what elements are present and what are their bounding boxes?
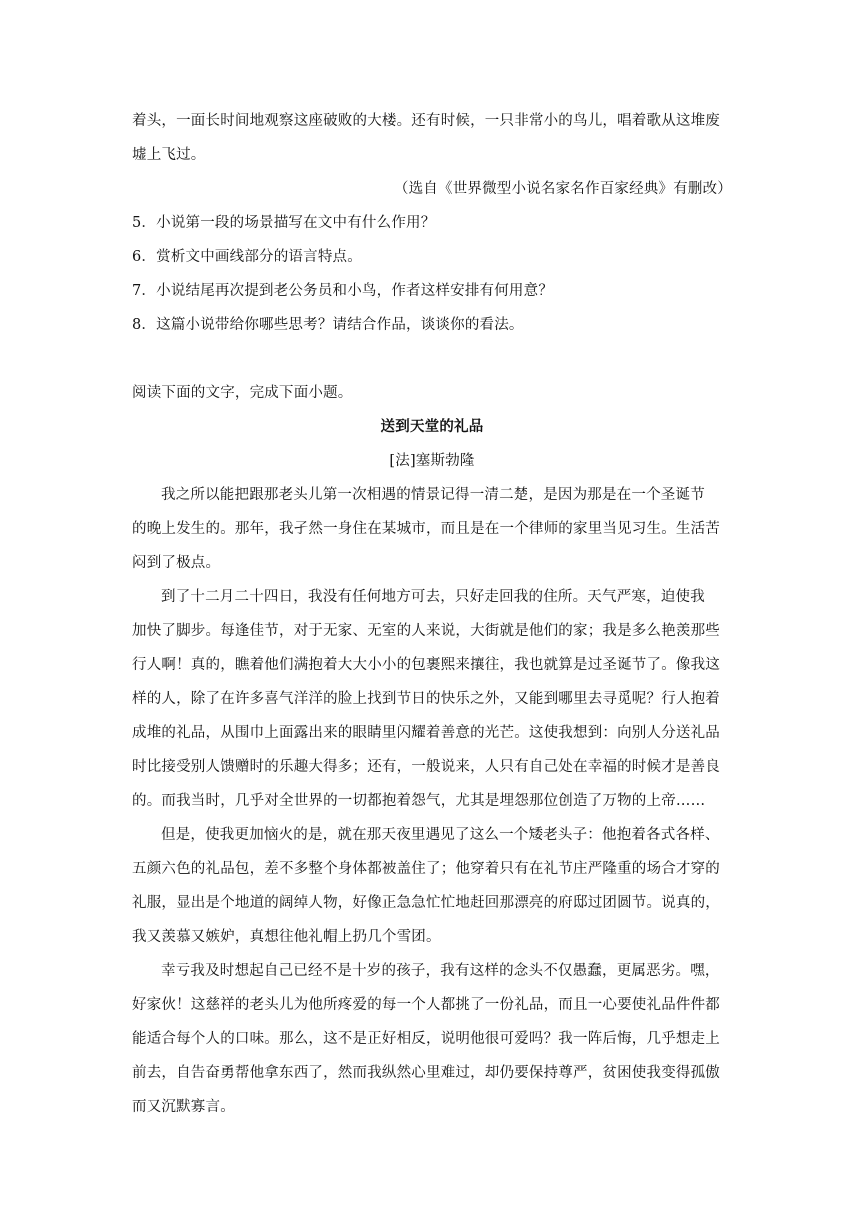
text-line: 的晚上发生的。那年，我孑然一身住在某城市，而且是在一个律师的家里当见习生。生活苦 <box>132 521 720 537</box>
story-title: 送到天堂的礼品 <box>380 418 484 435</box>
text-line: 到了十二月二十四日，我没有任何地方可去，只好走回我的住所。天气严寒，迫使我 <box>161 589 705 605</box>
question-5: 5．小说第一段的场景描写在文中有什么作用？ <box>132 215 436 231</box>
text-line: 墟上飞过。 <box>132 147 206 163</box>
text-line: 行人啊！真的，瞧着他们满抱着大大小小的包裹熙来攘往，我也就算是过圣诞节了。像我这 <box>132 657 720 673</box>
text-line: 而又沉默寡言。 <box>132 1099 235 1115</box>
source-note: （选自《世界微型小说名家名作百家经典》有删改） <box>393 181 732 197</box>
text-line: 加快了脚步。每逢佳节，对于无家、无室的人来说，大街就是他们的家；我是多么艳羡那些 <box>132 623 720 639</box>
question-7: 7．小说结尾再次提到老公务员和小鸟，作者这样安排有何用意？ <box>132 283 554 299</box>
reading-instruction: 阅读下面的文字，完成下面小题。 <box>132 385 353 401</box>
text-line: 但是，使我更加恼火的是，就在那天夜里遇见了这么一个矮老头子：他抱着各式各样、 <box>161 827 720 843</box>
text-line: 样的人，除了在许多喜气洋洋的脸上找到节日的快乐之外，又能到哪里去寻觅呢？行人抱着 <box>132 691 720 707</box>
text-line: 能适合每个人的口味。那么，这不是正好相反，说明他很可爱吗？我一阵后悔，几乎想走上 <box>132 1031 720 1047</box>
text-line: 前去，自告奋勇帮他拿东西了，然而我纵然心里难过，却仍要保持尊严，贫困使我变得孤傲 <box>132 1065 720 1081</box>
blank-spacer <box>132 342 732 376</box>
story-paragraph-3 <box>132 818 732 954</box>
text-line: 我之所以能把跟那老头儿第一次相遇的情景记得一清二楚，是因为那是在一个圣诞节 <box>161 487 705 503</box>
text-line: 幸亏我及时想起自己已经不是十岁的孩子，我有这样的念头不仅愚蠢，更属恶劣。嘿， <box>161 963 720 979</box>
question-8: 8．这篇小说带给你哪些思考？请结合作品，谈谈你的看法。 <box>132 317 524 333</box>
text-line: 五颜六色的礼品包，差不多整个身体都被盖住了；他穿着只有在礼节庄严隆重的场合才穿的 <box>132 861 720 877</box>
story-author: [法]塞斯勃隆 <box>389 453 475 469</box>
text-line: 好家伙！这慈祥的老头儿为他所疼爱的每一个人都挑了一份礼品，而且一心要使礼品件件都 <box>132 997 720 1013</box>
story-paragraph-2 <box>132 580 732 818</box>
text-line: 时比接受别人馈赠时的乐趣大得多；还有，一般说来，人只有自己处在幸福的时候才是善良 <box>132 759 720 775</box>
text-line: 礼服，显出是个地道的阔绰人物，好像正急急忙忙地赶回那漂亮的府邸过团圆节。说真的， <box>132 895 720 911</box>
text-line: 闷到了极点。 <box>132 555 221 571</box>
text-line: 我又羡慕又嫉妒，真想往他礼帽上扔几个雪团。 <box>132 929 441 945</box>
text-line: 成堆的礼品，从围巾上面露出来的眼睛里闪耀着善意的光芒。这使我想到：向别人分送礼品 <box>132 725 720 741</box>
story-paragraph-1 <box>132 478 732 580</box>
story-paragraph-4 <box>132 954 732 1124</box>
document-page <box>132 104 732 1124</box>
text-line: 着头，一面长时间地观察这座破败的大楼。还有时候，一只非常小的鸟儿，唱着歌从这堆废 <box>132 113 720 129</box>
question-6: 6．赏析文中画线部分的语言特点。 <box>132 249 362 265</box>
text-line: 的。而我当时，几乎对全世界的一切都抱着怨气，尤其是埋怨那位创造了万物的上帝…… <box>132 793 706 809</box>
